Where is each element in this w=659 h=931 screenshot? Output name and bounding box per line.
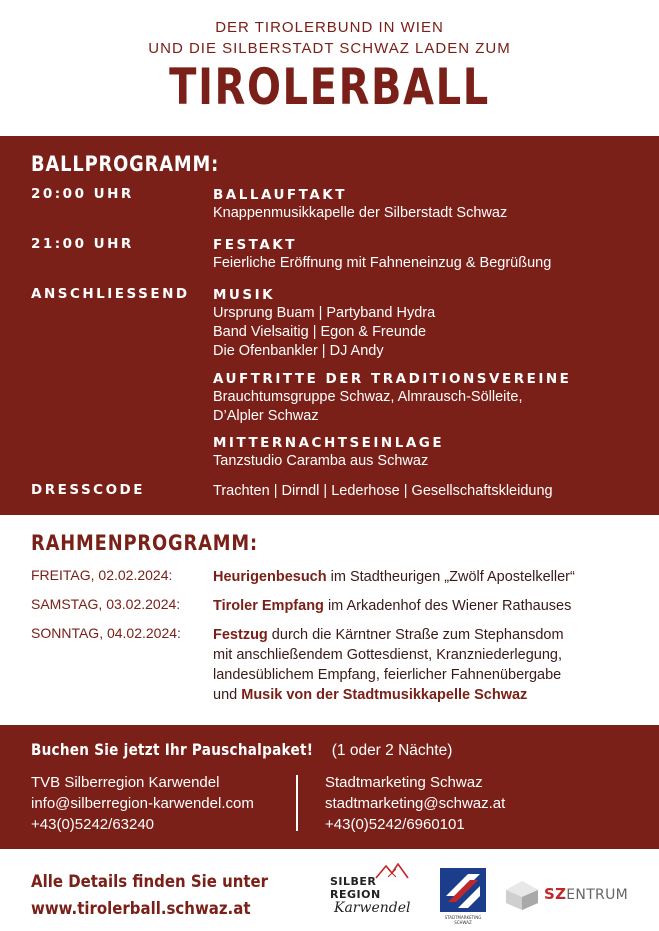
program-detail: D’Alpler Schwaz [213, 408, 319, 424]
program-detail: Brauchtumsgruppe Schwaz, Almrausch-Sölleite, [213, 389, 523, 405]
program-detail: Knappenmusikkapelle der Silberstadt Schwaz [213, 205, 508, 221]
stadtmarketing-icon [438, 866, 488, 914]
side-program-highlight: Festzug [213, 627, 268, 643]
side-program-text: im Arkadenhof des Wiener Rathauses [323, 598, 572, 614]
contact-name: TVB Silberregion Karwendel [31, 774, 220, 791]
program-event: AUFTRITTE DER TRADITIONSVEREINE [213, 371, 572, 387]
side-program-day: SONNTAG, 04.02.2024: [31, 625, 181, 641]
side-program-desc [213, 625, 564, 705]
logo-text: SILBER [330, 875, 377, 888]
logo-text [544, 885, 628, 903]
logo-text-accent: SZ [544, 885, 567, 903]
side-program-desc [213, 567, 575, 587]
contact-phone[interactable]: +43(0)5242/63240 [31, 816, 155, 833]
side-program-highlight: Tiroler Empfang [213, 598, 324, 614]
side-program-highlight: Heurigenbesuch [213, 569, 327, 585]
contact-email[interactable]: info@silberregion-karwendel.com [31, 795, 254, 812]
program-event: BALLAUFTAKT [213, 187, 347, 203]
intro-line-1: DER TIROLERBUND IN WIEN [215, 19, 444, 36]
website-link[interactable]: www.tirolerball.schwaz.at [31, 899, 251, 919]
program-detail: Tanzstudio Caramba aus Schwaz [213, 453, 429, 469]
contact-name: Stadtmarketing Schwaz [325, 774, 483, 791]
szentrum-icon [504, 879, 540, 911]
side-program-text: mit anschließendem Gottesdienst, Kranzniederlegung, [213, 647, 562, 663]
intro-line-2: UND DIE SILBERSTADT SCHWAZ LADEN ZUM [148, 40, 511, 57]
szentrum-logo [504, 879, 634, 913]
program-detail: Die Ofenbankler | DJ Andy [213, 343, 384, 359]
side-program-text: landesüblichem Empfang, feierlicher Fahnenübergabe [213, 667, 562, 683]
ballprogramm-title: BALLPROGRAMM: [31, 152, 220, 176]
side-program-desc [213, 596, 571, 616]
program-detail: Feierliche Eröffnung mit Fahneneinzug & Begrüßung [213, 255, 552, 271]
event-title: TIROLERBALL [169, 58, 490, 116]
program-time: ANSCHLIESSEND [31, 286, 190, 302]
program-time: DRESSCODE [31, 482, 145, 498]
booking-headline-line [31, 740, 452, 760]
logo-text: Karwendel [334, 900, 411, 916]
booking-headline-suffix: (1 oder 2 Nächte) [331, 742, 453, 759]
side-program-text: durch die Kärntner Straße zum Stephansdom [267, 627, 564, 643]
program-event: MUSIK [213, 287, 276, 303]
ballprogramm-section [0, 136, 659, 515]
logo-text-rest: ENTRUM [566, 887, 629, 903]
program-detail: Ursprung Buam | Partyband Hydra [213, 305, 436, 321]
contact-stadtmarketing [325, 772, 505, 835]
side-program-text: im Stadtheurigen „Zwölf Apostelkeller“ [326, 569, 575, 585]
logo-caption: STADTMARKETING SCHWAZ [444, 915, 482, 925]
rahmenprogramm-section [0, 515, 659, 725]
contact-phone[interactable]: +43(0)5242/6960101 [325, 816, 465, 833]
logo-text: REGION [330, 888, 381, 901]
rahmenprogramm-title: RAHMENPROGRAMM: [31, 531, 259, 555]
side-program-highlight: Musik von der Stadtmusikkapelle Schwaz [241, 687, 528, 703]
booking-section [0, 725, 659, 849]
stadtmarketing-logo [438, 866, 488, 925]
details-line: Alle Details finden Sie unter [31, 872, 269, 892]
booking-headline: Buchen Sie jetzt Ihr Pauschalpaket! [31, 740, 314, 759]
program-event: FESTAKT [213, 237, 297, 253]
program-detail: Trachten | Dirndl | Lederhose | Gesellschaftskleidung [213, 483, 553, 499]
side-program-text: und [213, 687, 242, 703]
contact-divider [296, 775, 298, 831]
program-time: 21:00 UHR [31, 236, 134, 252]
contact-email[interactable]: stadtmarketing@schwaz.at [325, 795, 506, 812]
silberregion-karwendel-logo [330, 863, 420, 925]
header [0, 0, 659, 134]
program-detail: Band Vielsaitig | Egon & Freunde [213, 324, 427, 340]
side-program-day: SAMSTAG, 03.02.2024: [31, 596, 181, 612]
side-program-day: FREITAG, 02.02.2024: [31, 567, 173, 583]
program-time: 20:00 UHR [31, 186, 134, 202]
footer [0, 849, 659, 931]
mountain-icon [374, 863, 414, 879]
contact-tvb [31, 772, 254, 835]
program-event: MITTERNACHTSEINLAGE [213, 435, 445, 451]
details-text [31, 869, 268, 923]
